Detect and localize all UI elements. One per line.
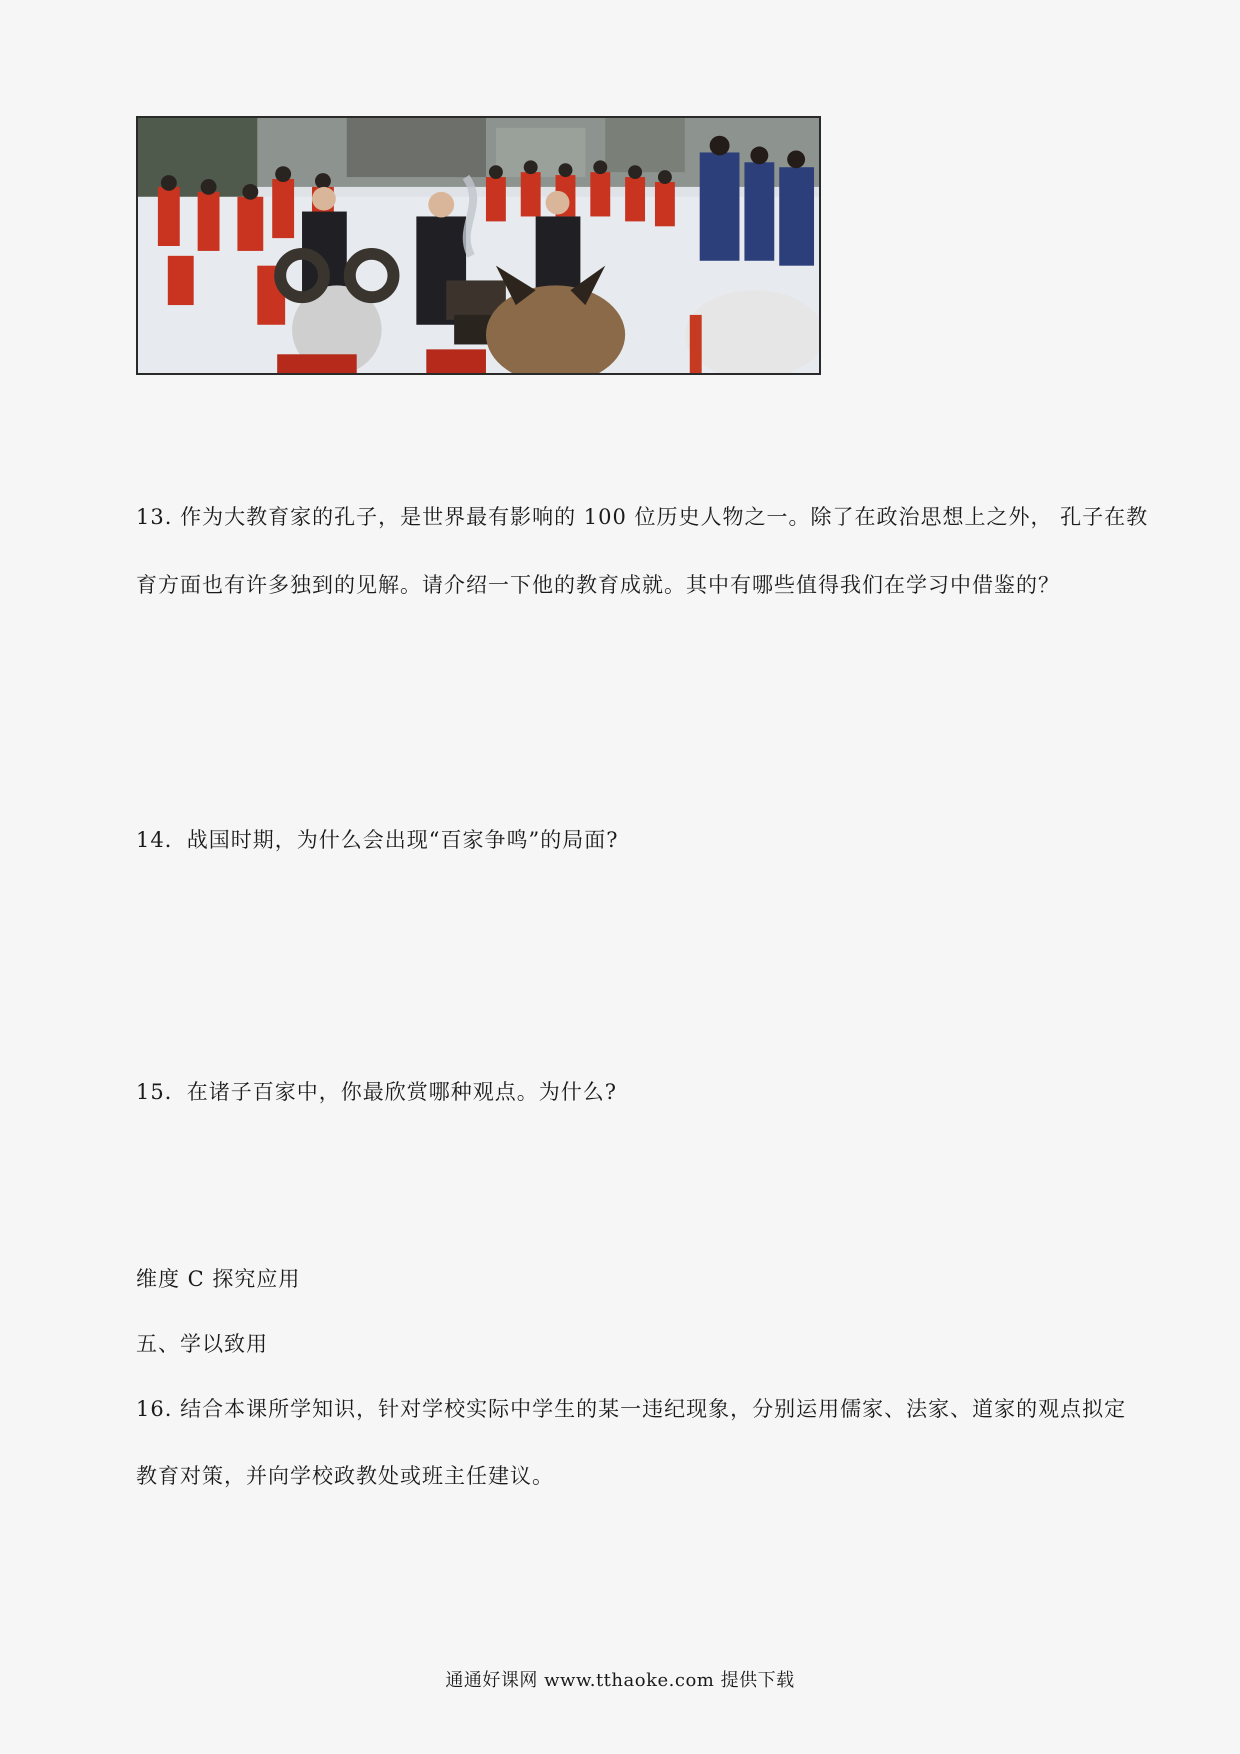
question-15: 15．在诸子百家中，你最欣赏哪种观点。为什么?: [136, 1080, 617, 1104]
page-footer: 通通好课网 www.tthaoke.com 提供下载: [445, 1670, 795, 1691]
question-13-line-1: 13. 作为大教育家的孔子，是世界最有影响的 100 位历史人物之一。除了在政治思想上之外， 孔子在教: [136, 505, 1149, 529]
question-14: 14．战国时期，为什么会出现“百家争鸣”的局面?: [136, 828, 619, 852]
ceremony-photo-illustration: [138, 118, 819, 373]
question-16-line-1: 16. 结合本课所学知识，针对学校实际中学生的某一违纪现象，分别运用儒家、法家、道家的观点拟定: [136, 1397, 1127, 1421]
subsection-heading: 五、学以致用: [136, 1332, 268, 1356]
section-heading: 维度 C 探究应用: [136, 1267, 301, 1291]
ceremony-photo: [136, 116, 821, 375]
question-13-line-2: 育方面也有许多独到的见解。请介绍一下他的教育成就。其中有哪些值得我们在学习中借鉴的？: [136, 573, 1060, 597]
question-16-line-2: 教育对策，并向学校政教处或班主任建议。: [136, 1464, 554, 1488]
